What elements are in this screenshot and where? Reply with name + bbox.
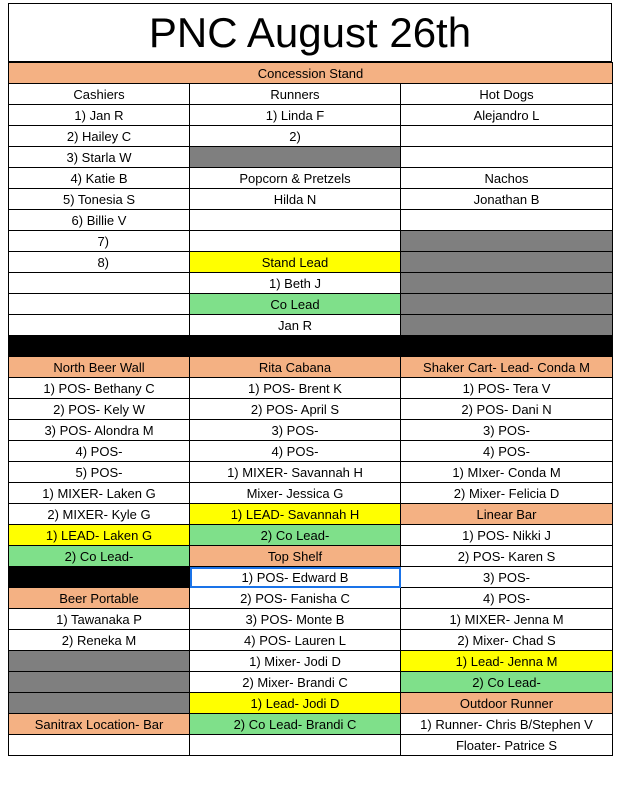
- schedule-table: [8, 62, 613, 756]
- north-beer-wall-lead[interactable]: 1) LEAD- Laken G: [9, 525, 190, 546]
- shaker-cart-cell[interactable]: 3) POS-: [401, 420, 613, 441]
- stand-lead-header[interactable]: Stand Lead: [190, 252, 401, 273]
- outdoor-runner-cell[interactable]: Floater- Patrice S: [401, 735, 613, 756]
- runners-header[interactable]: Runners: [190, 84, 401, 105]
- north-beer-wall-cell[interactable]: 4) POS-: [9, 441, 190, 462]
- rita-cabana-co-lead[interactable]: 2) Co Lead-: [190, 525, 401, 546]
- black-cell[interactable]: [9, 567, 190, 588]
- top-shelf-cell[interactable]: 2) Mixer- Brandi C: [190, 672, 401, 693]
- concession-stand-header[interactable]: Concession Stand: [9, 63, 613, 84]
- gray-cell[interactable]: [401, 231, 613, 252]
- linear-bar-cell[interactable]: 1) MIXER- Jenna M: [401, 609, 613, 630]
- cashier-cell[interactable]: 1) Jan R: [9, 105, 190, 126]
- hot-dogs-header[interactable]: Hot Dogs: [401, 84, 613, 105]
- section-divider: [9, 336, 613, 357]
- beer-portable-cell[interactable]: 1) Tawanaka P: [9, 609, 190, 630]
- popcorn-cell[interactable]: Hilda N: [190, 189, 401, 210]
- sanitrax-header[interactable]: Sanitrax Location- Bar: [9, 714, 190, 735]
- cashier-cell[interactable]: 6) Billie V: [9, 210, 190, 231]
- empty-cell[interactable]: [9, 294, 190, 315]
- linear-bar-cell[interactable]: 1) POS- Nikki J: [401, 525, 613, 546]
- north-beer-wall-cell[interactable]: 5) POS-: [9, 462, 190, 483]
- cashier-cell[interactable]: 3) Starla W: [9, 147, 190, 168]
- north-beer-wall-cell[interactable]: 3) POS- Alondra M: [9, 420, 190, 441]
- gray-cell[interactable]: [401, 294, 613, 315]
- linear-bar-cell[interactable]: 2) Mixer- Chad S: [401, 630, 613, 651]
- nachos-header[interactable]: Nachos: [401, 168, 613, 189]
- stand-lead-cell[interactable]: 1) Beth J: [190, 273, 401, 294]
- north-beer-wall-cell[interactable]: 1) POS- Bethany C: [9, 378, 190, 399]
- top-shelf-cell[interactable]: 4) POS- Lauren L: [190, 630, 401, 651]
- empty-cell[interactable]: [401, 147, 613, 168]
- empty-cell[interactable]: [9, 273, 190, 294]
- top-shelf-cell[interactable]: 3) POS- Monte B: [190, 609, 401, 630]
- top-shelf-co-lead[interactable]: 2) Co Lead- Brandi C: [190, 714, 401, 735]
- rita-cabana-cell[interactable]: 1) POS- Brent K: [190, 378, 401, 399]
- linear-bar-cell[interactable]: 4) POS-: [401, 588, 613, 609]
- gray-cell[interactable]: [9, 672, 190, 693]
- co-lead-cell[interactable]: Jan R: [190, 315, 401, 336]
- gray-cell[interactable]: [9, 651, 190, 672]
- shaker-cart-cell[interactable]: 4) POS-: [401, 441, 613, 462]
- empty-cell[interactable]: [401, 210, 613, 231]
- runner-cell[interactable]: 2): [190, 126, 401, 147]
- shaker-cart-cell[interactable]: 1) POS- Tera V: [401, 378, 613, 399]
- popcorn-header[interactable]: Popcorn & Pretzels: [190, 168, 401, 189]
- top-shelf-cell[interactable]: 1) Mixer- Jodi D: [190, 651, 401, 672]
- north-beer-wall-cell[interactable]: 1) MIXER- Laken G: [9, 483, 190, 504]
- shaker-cart-cell[interactable]: 2) POS- Dani N: [401, 399, 613, 420]
- rita-cabana-cell[interactable]: Mixer- Jessica G: [190, 483, 401, 504]
- rita-cabana-cell[interactable]: 2) POS- April S: [190, 399, 401, 420]
- runner-cell[interactable]: 1) Linda F: [190, 105, 401, 126]
- shaker-cart-cell[interactable]: 1) MIxer- Conda M: [401, 462, 613, 483]
- rita-cabana-lead[interactable]: 1) LEAD- Savannah H: [190, 504, 401, 525]
- rita-cabana-header[interactable]: Rita Cabana: [190, 357, 401, 378]
- gray-cell[interactable]: [9, 693, 190, 714]
- cashier-cell[interactable]: 4) Katie B: [9, 168, 190, 189]
- beer-portable-cell[interactable]: 2) Reneka M: [9, 630, 190, 651]
- gray-cell[interactable]: [190, 147, 401, 168]
- top-shelf-cell-selected[interactable]: 1) POS- Edward B: [190, 567, 401, 588]
- empty-cell[interactable]: [190, 210, 401, 231]
- north-beer-wall-header[interactable]: North Beer Wall: [9, 357, 190, 378]
- sheet-title[interactable]: PNC August 26th: [8, 3, 612, 62]
- empty-cell[interactable]: [9, 315, 190, 336]
- shaker-cart-cell[interactable]: 2) Mixer- Felicia D: [401, 483, 613, 504]
- co-lead-header[interactable]: Co Lead: [190, 294, 401, 315]
- linear-bar-lead[interactable]: 1) Lead- Jenna M: [401, 651, 613, 672]
- linear-bar-co-lead[interactable]: 2) Co Lead-: [401, 672, 613, 693]
- gray-cell[interactable]: [401, 315, 613, 336]
- spreadsheet: [8, 3, 612, 756]
- top-shelf-lead[interactable]: 1) Lead- Jodi D: [190, 693, 401, 714]
- gray-cell[interactable]: [401, 252, 613, 273]
- north-beer-wall-co-lead[interactable]: 2) Co Lead-: [9, 546, 190, 567]
- outdoor-runner-header[interactable]: Outdoor Runner: [401, 693, 613, 714]
- empty-cell[interactable]: [9, 735, 190, 756]
- nachos-cell[interactable]: Jonathan B: [401, 189, 613, 210]
- linear-bar-header[interactable]: Linear Bar: [401, 504, 613, 525]
- rita-cabana-cell[interactable]: 1) MIXER- Savannah H: [190, 462, 401, 483]
- empty-cell[interactable]: [190, 231, 401, 252]
- beer-portable-header[interactable]: Beer Portable: [9, 588, 190, 609]
- linear-bar-cell[interactable]: 3) POS-: [401, 567, 613, 588]
- cashier-cell[interactable]: 2) Hailey C: [9, 126, 190, 147]
- gray-cell[interactable]: [401, 273, 613, 294]
- rita-cabana-cell[interactable]: 4) POS-: [190, 441, 401, 462]
- cashier-cell[interactable]: 8): [9, 252, 190, 273]
- empty-cell[interactable]: [190, 735, 401, 756]
- cashier-cell[interactable]: 7): [9, 231, 190, 252]
- hot-dogs-cell[interactable]: Alejandro L: [401, 105, 613, 126]
- cashiers-header[interactable]: Cashiers: [9, 84, 190, 105]
- shaker-cart-header[interactable]: Shaker Cart- Lead- Conda M: [401, 357, 613, 378]
- outdoor-runner-cell[interactable]: 1) Runner- Chris B/Stephen V: [401, 714, 613, 735]
- top-shelf-cell[interactable]: 2) POS- Fanisha C: [190, 588, 401, 609]
- cashier-cell[interactable]: 5) Tonesia S: [9, 189, 190, 210]
- top-shelf-header[interactable]: Top Shelf: [190, 546, 401, 567]
- north-beer-wall-cell[interactable]: 2) MIXER- Kyle G: [9, 504, 190, 525]
- linear-bar-cell[interactable]: 2) POS- Karen S: [401, 546, 613, 567]
- empty-cell[interactable]: [401, 126, 613, 147]
- north-beer-wall-cell[interactable]: 2) POS- Kely W: [9, 399, 190, 420]
- rita-cabana-cell[interactable]: 3) POS-: [190, 420, 401, 441]
